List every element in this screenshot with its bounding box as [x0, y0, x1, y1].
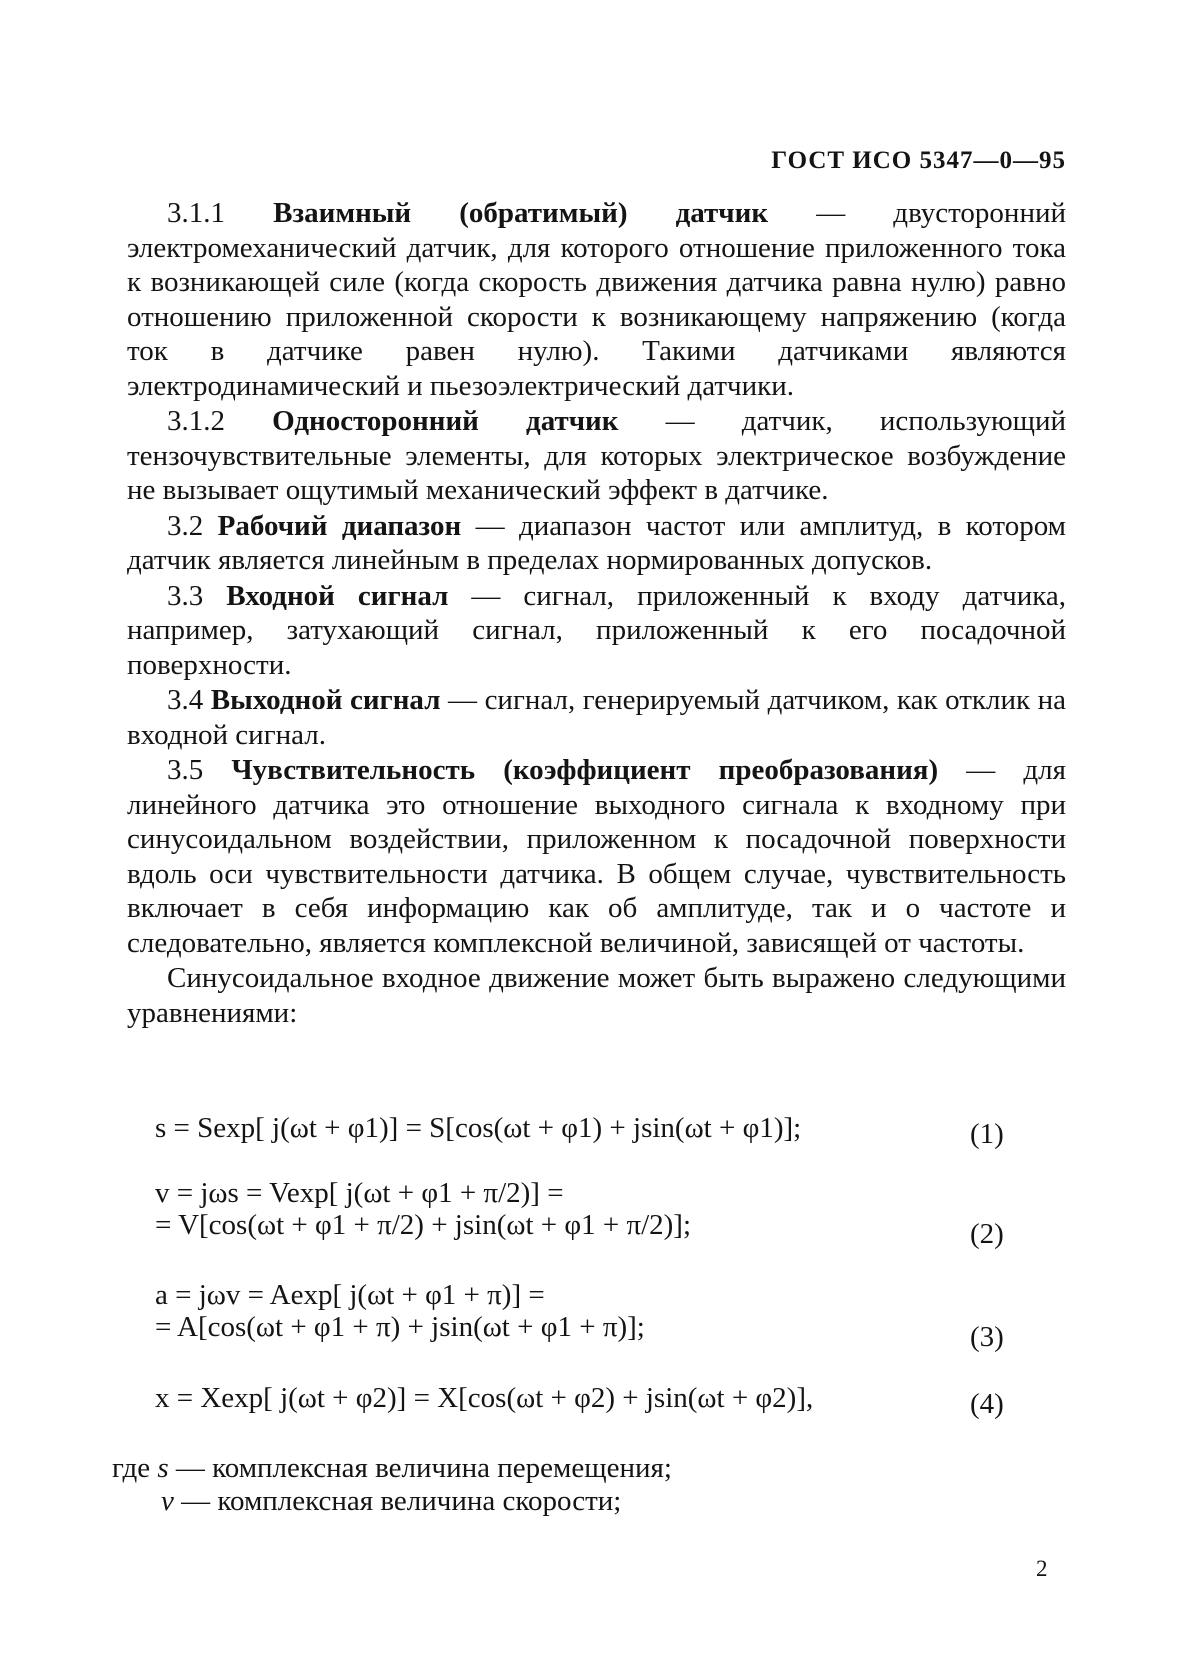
term: Выходной сигнал	[210, 684, 441, 716]
definition-text: — датчик, использующий тензочувствительные элементы, для которых электрическое возбуждение не вызывает ощутимый механический эффект в датчике.	[127, 405, 1066, 506]
equation-line: a = jωv = Aexp[ j(ωt + φ1 + π)] =	[155, 1279, 545, 1311]
term: Рабочий диапазон	[217, 509, 462, 542]
intro-text: Синусоидальное входное движение может быть выражено следующими уравнениями:	[127, 962, 1066, 1029]
paragraph-3-5	[127, 753, 1066, 960]
equation-line: x = Xexp[ j(ωt + φ2)] = X[cos(ωt + φ2) + jsin(ωt + φ2)],	[155, 1382, 814, 1414]
definition-text: — для линейного датчика это отношение выходного сигнала к входному при синусоидальном воздействии, приложенном к посадочной поверхности вдоль оси чувствительности датчика. В общем случае, чувствительность включает в себя информацию как об амплитуде, так и о частоте и следовательно, является комплексной величиной, зависящей от частоты.	[127, 754, 1066, 959]
equation-2	[155, 1177, 691, 1241]
definition-text: — сигнал, приложенный к входу датчика, например, затухающий сигнал, приложенный к его посадочной поверхности.	[127, 579, 1066, 681]
definition-row	[112, 1485, 1012, 1518]
equation-3	[155, 1279, 645, 1343]
definition-text: — диапазон частот или амплитуд, в котором датчик является линейным в пределах нормированных допусков.	[127, 509, 1066, 576]
equation-line: = A[cos(ωt + φ1 + π) + jsin(ωt + φ1 + π)];	[155, 1311, 645, 1343]
clause-number: 3.3	[167, 579, 204, 612]
paragraph-3-3	[127, 579, 1066, 683]
symbol: v	[161, 1485, 174, 1517]
page-number: 2	[1036, 1556, 1048, 1581]
paragraph-3-1-2	[127, 404, 1066, 508]
symbol-definitions	[112, 1452, 1012, 1518]
symbol-description: — комплексная величина перемещения;	[168, 1452, 672, 1484]
clause-number: 3.5	[167, 754, 204, 786]
document-code-header: ГОСТ ИСО 5347—0—95	[771, 147, 1066, 174]
equation-line: = V[cos(ωt + φ1 + π/2) + jsin(ωt + φ1 + π/2)];	[155, 1209, 692, 1241]
equation-line: v = jωs = Vexp[ j(ωt + φ1 + π/2)] =	[155, 1177, 564, 1209]
clause-number: 3.4	[167, 684, 204, 716]
clause-number: 3.1.1	[167, 197, 225, 229]
term: Входной сигнал	[226, 579, 449, 612]
paragraph-3-4	[127, 683, 1066, 752]
clause-number: 3.2	[167, 509, 204, 542]
equation-number: (4)	[970, 1388, 1004, 1420]
equation-number: (1)	[970, 1118, 1004, 1150]
term: Односторонний датчик	[272, 405, 619, 437]
paragraph-3-2	[127, 509, 1066, 578]
equation-number: (3)	[970, 1321, 1004, 1353]
paragraph-3-1-1	[127, 196, 1066, 403]
definition-row	[112, 1452, 1012, 1485]
equation-number: (2)	[970, 1218, 1004, 1250]
clause-number: 3.1.2	[167, 405, 225, 437]
equation-1	[155, 1112, 801, 1144]
equation-line: s = Sexp[ j(ωt + φ1)] = S[cos(ωt + φ1) + jsin(ωt + φ1)];	[155, 1112, 802, 1144]
symbol-description: — комплексная величина скорости;	[173, 1485, 622, 1517]
where-prefix: где	[112, 1452, 158, 1484]
definition-text: — двусторонний электромеханический датчик, для которого отношение приложенного тока к возникающей силе (когда скорость движения датчика равна нулю) равно отношению приложенной скорости к возникающему напряжению (когда ток в датчике равен нулю). Такими датчиками являются электродинамический и пьезоэлектрический датчики.	[127, 197, 1067, 402]
definition-text: — сигнал, генерируемый датчиком, как отклик на входной сигнал.	[127, 684, 1066, 751]
term: Чувствительность (коэффициент преобразования)	[231, 754, 939, 786]
symbol: s	[157, 1452, 169, 1484]
paragraph-intro-equations	[127, 961, 1066, 1030]
term: Взаимный (обратимый) датчик	[273, 197, 769, 229]
main-text	[127, 196, 1066, 1030]
equation-4	[155, 1382, 813, 1414]
